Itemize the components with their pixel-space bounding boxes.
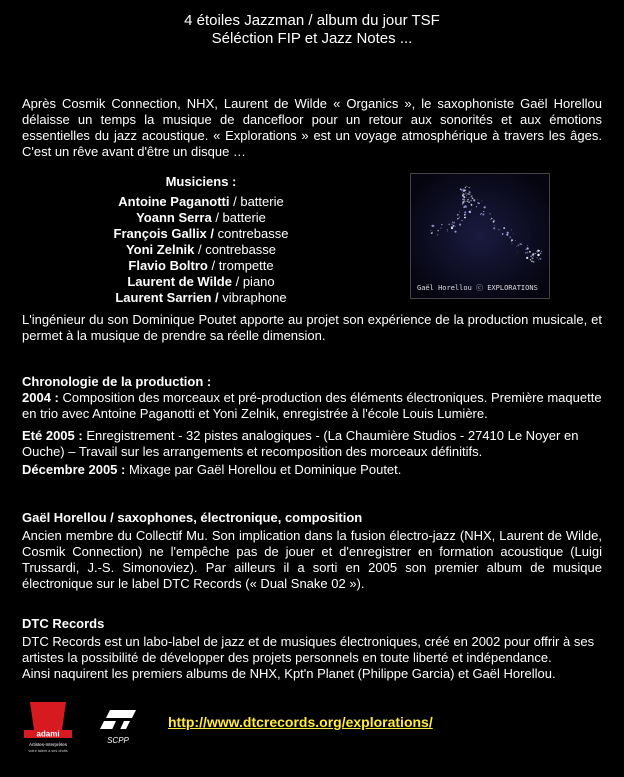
star-dot (431, 232, 433, 234)
star-dot (465, 192, 466, 193)
gael-paragraph: Ancien membre du Collectif Mu. Son implication dans la fusion électro-jazz (NHX, Laurent de Wilde, Cosmik Connection) ne l'empêche pas de jouer et d'enregistrer en formation acoustique (Luigi Trussardi, J.-S. Simonoviez). Par ailleurs il a sorti en 2005 son premier album de musique électronique sur le label DTC Records (« Dual Snake 02 »). (22, 528, 602, 591)
star-dot (452, 222, 453, 223)
star-dot (432, 232, 433, 233)
star-dot (468, 188, 469, 189)
star-dot (459, 224, 461, 226)
star-dot (461, 220, 462, 221)
star-dot (507, 232, 509, 234)
star-dot (533, 255, 535, 257)
star-dot (462, 193, 464, 195)
dtc-line-2: Ainsi naquirent les premiers albums de NHX, Kpt'n Planet (Philippe Garcia) et Gaël Horellou. (22, 666, 556, 681)
star-dot (469, 197, 470, 198)
star-dot (461, 190, 462, 191)
star-dot (520, 243, 522, 245)
star-dot (471, 209, 472, 210)
svg-text:adami: adami (36, 729, 60, 739)
star-dot (540, 253, 541, 254)
chronology-entry (22, 390, 602, 422)
star-dot (466, 195, 467, 196)
star-dot (490, 219, 491, 220)
star-dot (533, 261, 534, 262)
star-dot (480, 214, 481, 215)
star-dot (466, 186, 467, 187)
star-dot (531, 256, 532, 257)
star-dot (483, 211, 484, 212)
star-dot (472, 197, 474, 199)
engineer-paragraph: L'ingénieur du son Dominique Poutet apporte au projet son expérience de la production musicale, et permet à la musique de prendre sa réelle dimension. (22, 312, 602, 343)
star-dot (465, 187, 466, 188)
musician-item (22, 226, 380, 242)
star-dot (538, 260, 539, 261)
star-dot (537, 254, 538, 255)
musician-name: Antoine Paganotti (118, 194, 230, 209)
star-dot (511, 230, 512, 231)
musician-role: piano (242, 274, 275, 289)
star-dot (469, 191, 470, 192)
star-dot (473, 199, 475, 201)
star-dot (462, 201, 464, 203)
musician-item: Antoine Paganotti / batterie (118, 194, 284, 209)
star-dot (511, 241, 512, 242)
dtc-paragraph (22, 634, 602, 682)
musician-role: contrebasse (217, 226, 289, 241)
star-dot (511, 239, 513, 241)
star-dot (489, 213, 490, 214)
star-dot (470, 196, 472, 198)
star-dot (467, 201, 468, 202)
star-dot (516, 246, 517, 247)
musician-name: François Gallix / (113, 226, 214, 241)
header (0, 12, 624, 48)
star-dot (509, 236, 511, 238)
star-dot (462, 198, 464, 200)
star-dot (533, 258, 534, 259)
star-dot (513, 234, 514, 235)
star-dot (537, 254, 539, 256)
star-dot (462, 188, 464, 190)
star-dot (526, 251, 528, 253)
star-dot (481, 213, 482, 214)
star-dot (482, 201, 483, 202)
musician-role: contrebasse (205, 242, 277, 257)
star-dot (469, 187, 470, 188)
star-dot (478, 203, 480, 205)
dtc-title: DTC Records (22, 616, 105, 631)
star-dot (470, 211, 471, 212)
adami-logo[interactable] (22, 702, 74, 754)
musician-name: Yoann Serra (136, 210, 212, 225)
star-dot (471, 200, 472, 201)
star-dot (538, 250, 540, 252)
star-dot (441, 224, 442, 225)
star-dot (539, 258, 541, 260)
chronology-date: Décembre 2005 : (22, 462, 126, 477)
star-dot (464, 194, 465, 195)
star-dot (527, 245, 528, 246)
musician-item: Yoni Zelnik / contrebasse (125, 242, 277, 257)
star-dot (457, 218, 458, 219)
musician-role: batterie (240, 194, 284, 209)
star-dot (537, 257, 538, 258)
musician-role: trompette (218, 258, 274, 273)
star-dot (432, 225, 434, 227)
star-dot (462, 192, 463, 193)
star-dot (464, 213, 465, 214)
star-dot (526, 257, 528, 259)
header-line-2: Séléction FIP et Jazz Notes ... (211, 30, 413, 47)
star-dot (531, 260, 533, 262)
star-dot (512, 243, 513, 244)
star-dot (477, 199, 478, 200)
musician-item: Yoann Serra / batterie (136, 210, 266, 225)
album-caption: Gaël Horellou ⓒ EXPLORATIONS (417, 284, 538, 292)
musician-name: Yoni Zelnik (125, 242, 195, 257)
musician-role: vibraphone (222, 290, 287, 305)
star-dot (503, 227, 505, 229)
star-dot (447, 229, 448, 230)
musician-item: Laurent de Wilde / piano (127, 274, 275, 289)
musician-name: Laurent Sarrien / (115, 290, 219, 305)
star-dot (499, 229, 500, 230)
musicians-title: Musiciens : (165, 174, 237, 189)
star-dot (455, 226, 456, 227)
star-dot (469, 211, 471, 213)
chronology-title: Chronologie de la production : (22, 374, 212, 389)
scpp-logo[interactable] (96, 708, 140, 746)
star-dot (440, 228, 441, 229)
star-dot (438, 230, 439, 231)
star-dot (493, 221, 495, 223)
star-dot (526, 249, 527, 250)
star-dot (535, 253, 536, 254)
chronology-date: 2004 : (22, 390, 59, 405)
chronology-text: Composition des morceaux et pré-production des éléments électroniques. Première maquette en trio avec Antoine Paganotti et Yoni Zelnik, enregistrée à l'école Louis Lumière. (22, 390, 602, 421)
intro-paragraph: Après Cosmik Connection, NHX, Laurent de Wilde « Organics », le saxophoniste Gaël Horellou délaisse un temps la musique de dancefloor pour un retour aux sonorités et aux émotions essentielles du jazz acoustique. « Explorations » est un voyage atmosphérique à travers les âges. C'est un rêve avant d'être un disque … (22, 96, 602, 159)
star-dot (494, 225, 495, 226)
star-dot (453, 225, 455, 227)
header-line-1: 4 étoiles Jazzman / album du jour TSF (184, 12, 440, 29)
musician-role: batterie (222, 210, 266, 225)
star-dot (453, 222, 455, 224)
svg-text:Artistes-Interprètes: Artistes-Interprètes (28, 742, 68, 747)
star-dot (464, 217, 466, 219)
star-dot (463, 195, 464, 196)
star-dot (464, 211, 466, 213)
star-dot (541, 251, 542, 252)
musicians-list (22, 194, 380, 306)
star-dot (467, 193, 469, 195)
star-dot (454, 231, 456, 233)
star-dot (502, 233, 504, 235)
musician-item: Flavio Boltro / trompette (128, 258, 274, 273)
star-dot (493, 227, 495, 229)
star-dot (506, 234, 508, 236)
star-dot (484, 206, 486, 208)
star-dot (525, 252, 526, 253)
musician-name: Laurent de Wilde (127, 274, 232, 289)
star-dot (452, 224, 453, 225)
star-dot (462, 203, 463, 204)
star-dot (491, 218, 492, 219)
star-dot (469, 201, 470, 202)
musician-name: Flavio Boltro (128, 258, 208, 273)
star-dot (530, 259, 531, 260)
star-dot (529, 251, 531, 253)
gael-title: Gaël Horellou / saxophones, électronique, composition (22, 510, 363, 525)
star-dot (466, 197, 467, 198)
star-dot (447, 231, 448, 232)
chronology-entry (22, 428, 602, 460)
star-dot (465, 214, 466, 215)
star-dot (526, 247, 528, 249)
chronology-entry (22, 462, 602, 478)
album-cover-art (411, 174, 549, 298)
star-dot (458, 217, 459, 218)
star-dot (431, 230, 432, 231)
svg-text:SCPP: SCPP (107, 736, 129, 745)
musician-item (22, 290, 380, 306)
star-dot (469, 191, 471, 193)
chronology-text: Enregistrement - 32 pistes analogiques - (La Chaumière Studios - 27410 Le Noyer en Ouche) – Travail sur les arrangements et recomposition des morceaux définitifs. (22, 428, 579, 459)
album-cover (410, 173, 550, 299)
star-dot (476, 206, 477, 207)
star-dot (482, 213, 484, 215)
star-dot (460, 188, 462, 190)
star-dot (498, 229, 499, 230)
chronology-text: Mixage par Gaël Horellou et Dominique Poutet. (125, 462, 402, 477)
explorations-link[interactable]: http://www.dtcrecords.org/explorations/ (168, 714, 433, 730)
star-dot (464, 207, 465, 208)
star-dot (467, 199, 469, 201)
star-dot (457, 214, 459, 216)
star-dot (518, 244, 520, 246)
star-dot (448, 223, 450, 225)
star-dot (459, 212, 460, 213)
star-dot (471, 204, 473, 206)
star-dot (528, 255, 529, 256)
star-dot (469, 194, 470, 195)
star-dot (465, 190, 466, 191)
dtc-line-1: DTC Records est un labo-label de jazz et de musiques électroniques, créé en 2002 pour offrir à ses artistes la possibilité de développer des projets personnels en toute liberté et indépendance. (22, 634, 595, 665)
chronology-date: Eté 2005 : (22, 428, 83, 443)
star-dot (437, 234, 438, 235)
star-dot (515, 240, 516, 241)
svg-text:votre talent a ses droits: votre talent a ses droits (28, 749, 68, 753)
star-dot (517, 252, 518, 253)
star-dot (466, 207, 467, 208)
